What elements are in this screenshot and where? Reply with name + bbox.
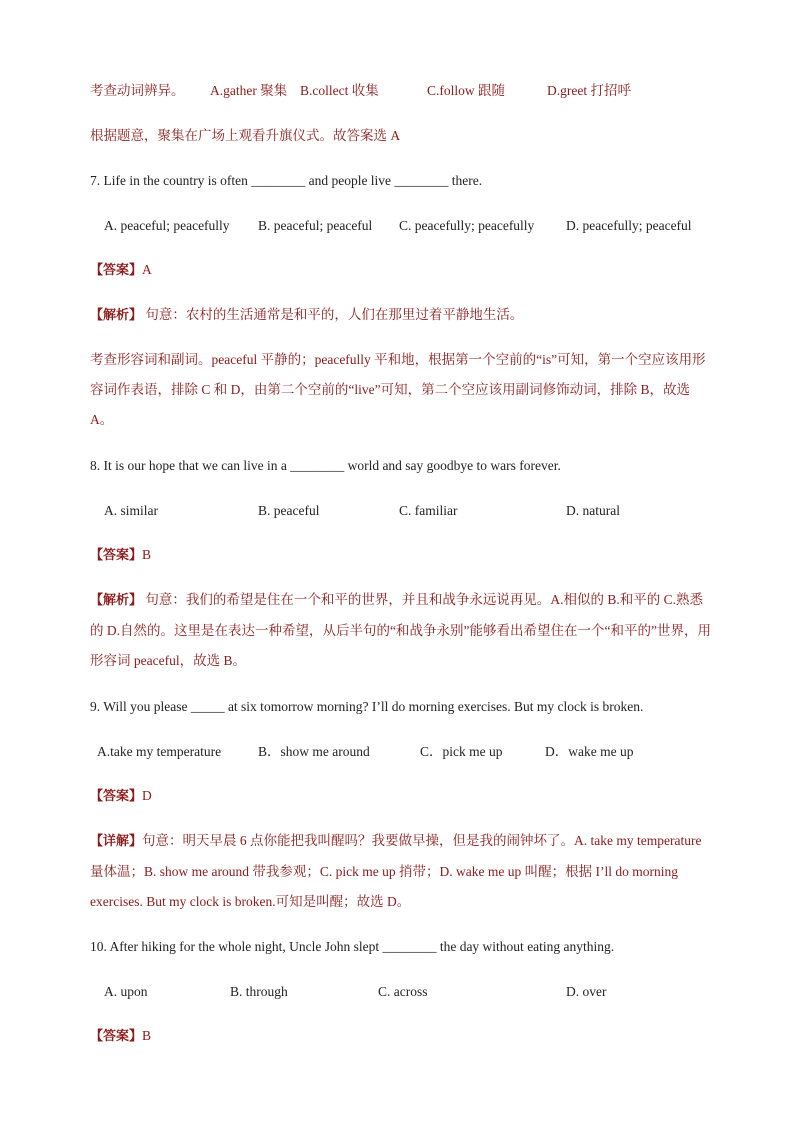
q10-stem: 10. After hiking for the whole night, Uncle John slept ________ the day without eating anything.: [90, 939, 615, 954]
prev-explanation-line2: 根据题意，聚集在广场上观看升旗仪式。故答案选 A: [90, 128, 401, 143]
q8-answer-label: 【答案】: [90, 548, 143, 563]
q9-option-b: B．show me around: [258, 744, 370, 759]
q7-meaning-text: 句意：农村的生活通常是和平的，人们在那里过着平静地生活。: [142, 307, 524, 322]
q9-option-c: C．pick me up: [420, 744, 503, 759]
prev-explanation-intro: 考查动词辨异。: [90, 83, 185, 98]
q7-analysis-label: 【解析】: [90, 308, 143, 323]
q9-analysis-text: 句意：明天早晨 6 点你能把我叫醒吗？我要做早操，但是我的闹钟坏了。A. take my temperature 量体温；B. show me around 带我参观；C. pick me up 捎带；D. wake me up 叫醒；根据 I’ll do morning exercises. But my clock is broken.可知是叫醒；故选 D。: [90, 833, 702, 909]
q8-analysis: [90, 585, 714, 676]
q8-analysis-text: 句意：我们的希望是住在一个和平的世界，并且和战争永远说再见。A.相似的 B.和平的 C.熟悉的 D.自然的。这里是在表达一种希望，从后半句的“和战争永别”能够看出希望住在一个“和平的”世界，用形容词 peaceful，故选 B。: [90, 592, 711, 668]
q10-answer-value: B: [142, 1028, 152, 1043]
q9-option-a: A.take my temperature: [97, 744, 222, 759]
q8-option-d: D. natural: [566, 503, 620, 518]
q10-option-b: B. through: [230, 984, 288, 999]
q7-analysis-body: 考查形容词和副词。peaceful 平静的；peacefully 平和地，根据第一个空前的“is”可知，第一个空应该用形容词作表语，排除 C 和 D，由第二个空前的“live”可知，第二个空应该用副词修饰动词，排除 B，故选 A。: [90, 352, 706, 427]
q7-option-d: D. peacefully; peaceful: [566, 218, 692, 233]
prev-option-d: D.greet 打招呼: [547, 83, 631, 98]
q9-option-d: D．wake me up: [545, 744, 634, 759]
q8-answer: [90, 545, 714, 566]
q9-answer-label: 【答案】: [90, 789, 143, 804]
q7-option-b: B. peaceful; peaceful: [258, 218, 373, 233]
q9-answer-value: D: [142, 788, 152, 803]
q7-answer: [90, 260, 714, 281]
q7-analysis-meaning: [90, 305, 714, 326]
q9-answer: [90, 786, 714, 807]
q8-option-c: C. familiar: [399, 503, 458, 518]
q10-answer: [90, 1026, 714, 1047]
prev-option-b: B.collect 收集: [300, 83, 379, 98]
q9-stem: 9. Will you please _____ at six tomorrow morning? I’ll do morning exercises. But my clock is broken.: [90, 699, 644, 714]
q10-option-d: D. over: [566, 984, 607, 999]
q7-answer-value: A: [142, 262, 152, 277]
prev-option-c: C.follow 跟随: [427, 83, 506, 98]
q8-option-a: A. similar: [104, 503, 158, 518]
q8-stem: 8. It is our hope that we can live in a ________ world and say goodbye to wars forever.: [90, 458, 561, 473]
q10-answer-label: 【答案】: [90, 1029, 143, 1044]
q7-stem: 7. Life in the country is often ________ and people live ________ there.: [90, 173, 483, 188]
q9-analysis-label: 【详解】: [90, 834, 143, 849]
prev-explanation-line1: [90, 81, 714, 101]
q8-answer-value: B: [142, 547, 152, 562]
q7-answer-label: 【答案】: [90, 263, 143, 278]
q7-option-c: C. peacefully; peacefully: [399, 218, 535, 233]
q8-option-b: B. peaceful: [258, 503, 320, 518]
q10-option-c: C. across: [378, 984, 428, 999]
q7-option-a: A. peaceful; peacefully: [104, 218, 230, 233]
q9-analysis: [90, 826, 714, 917]
q8-analysis-label: 【解析】: [90, 593, 143, 608]
prev-option-a: A.gather 聚集: [210, 83, 288, 98]
q10-option-a: A. upon: [104, 984, 148, 999]
